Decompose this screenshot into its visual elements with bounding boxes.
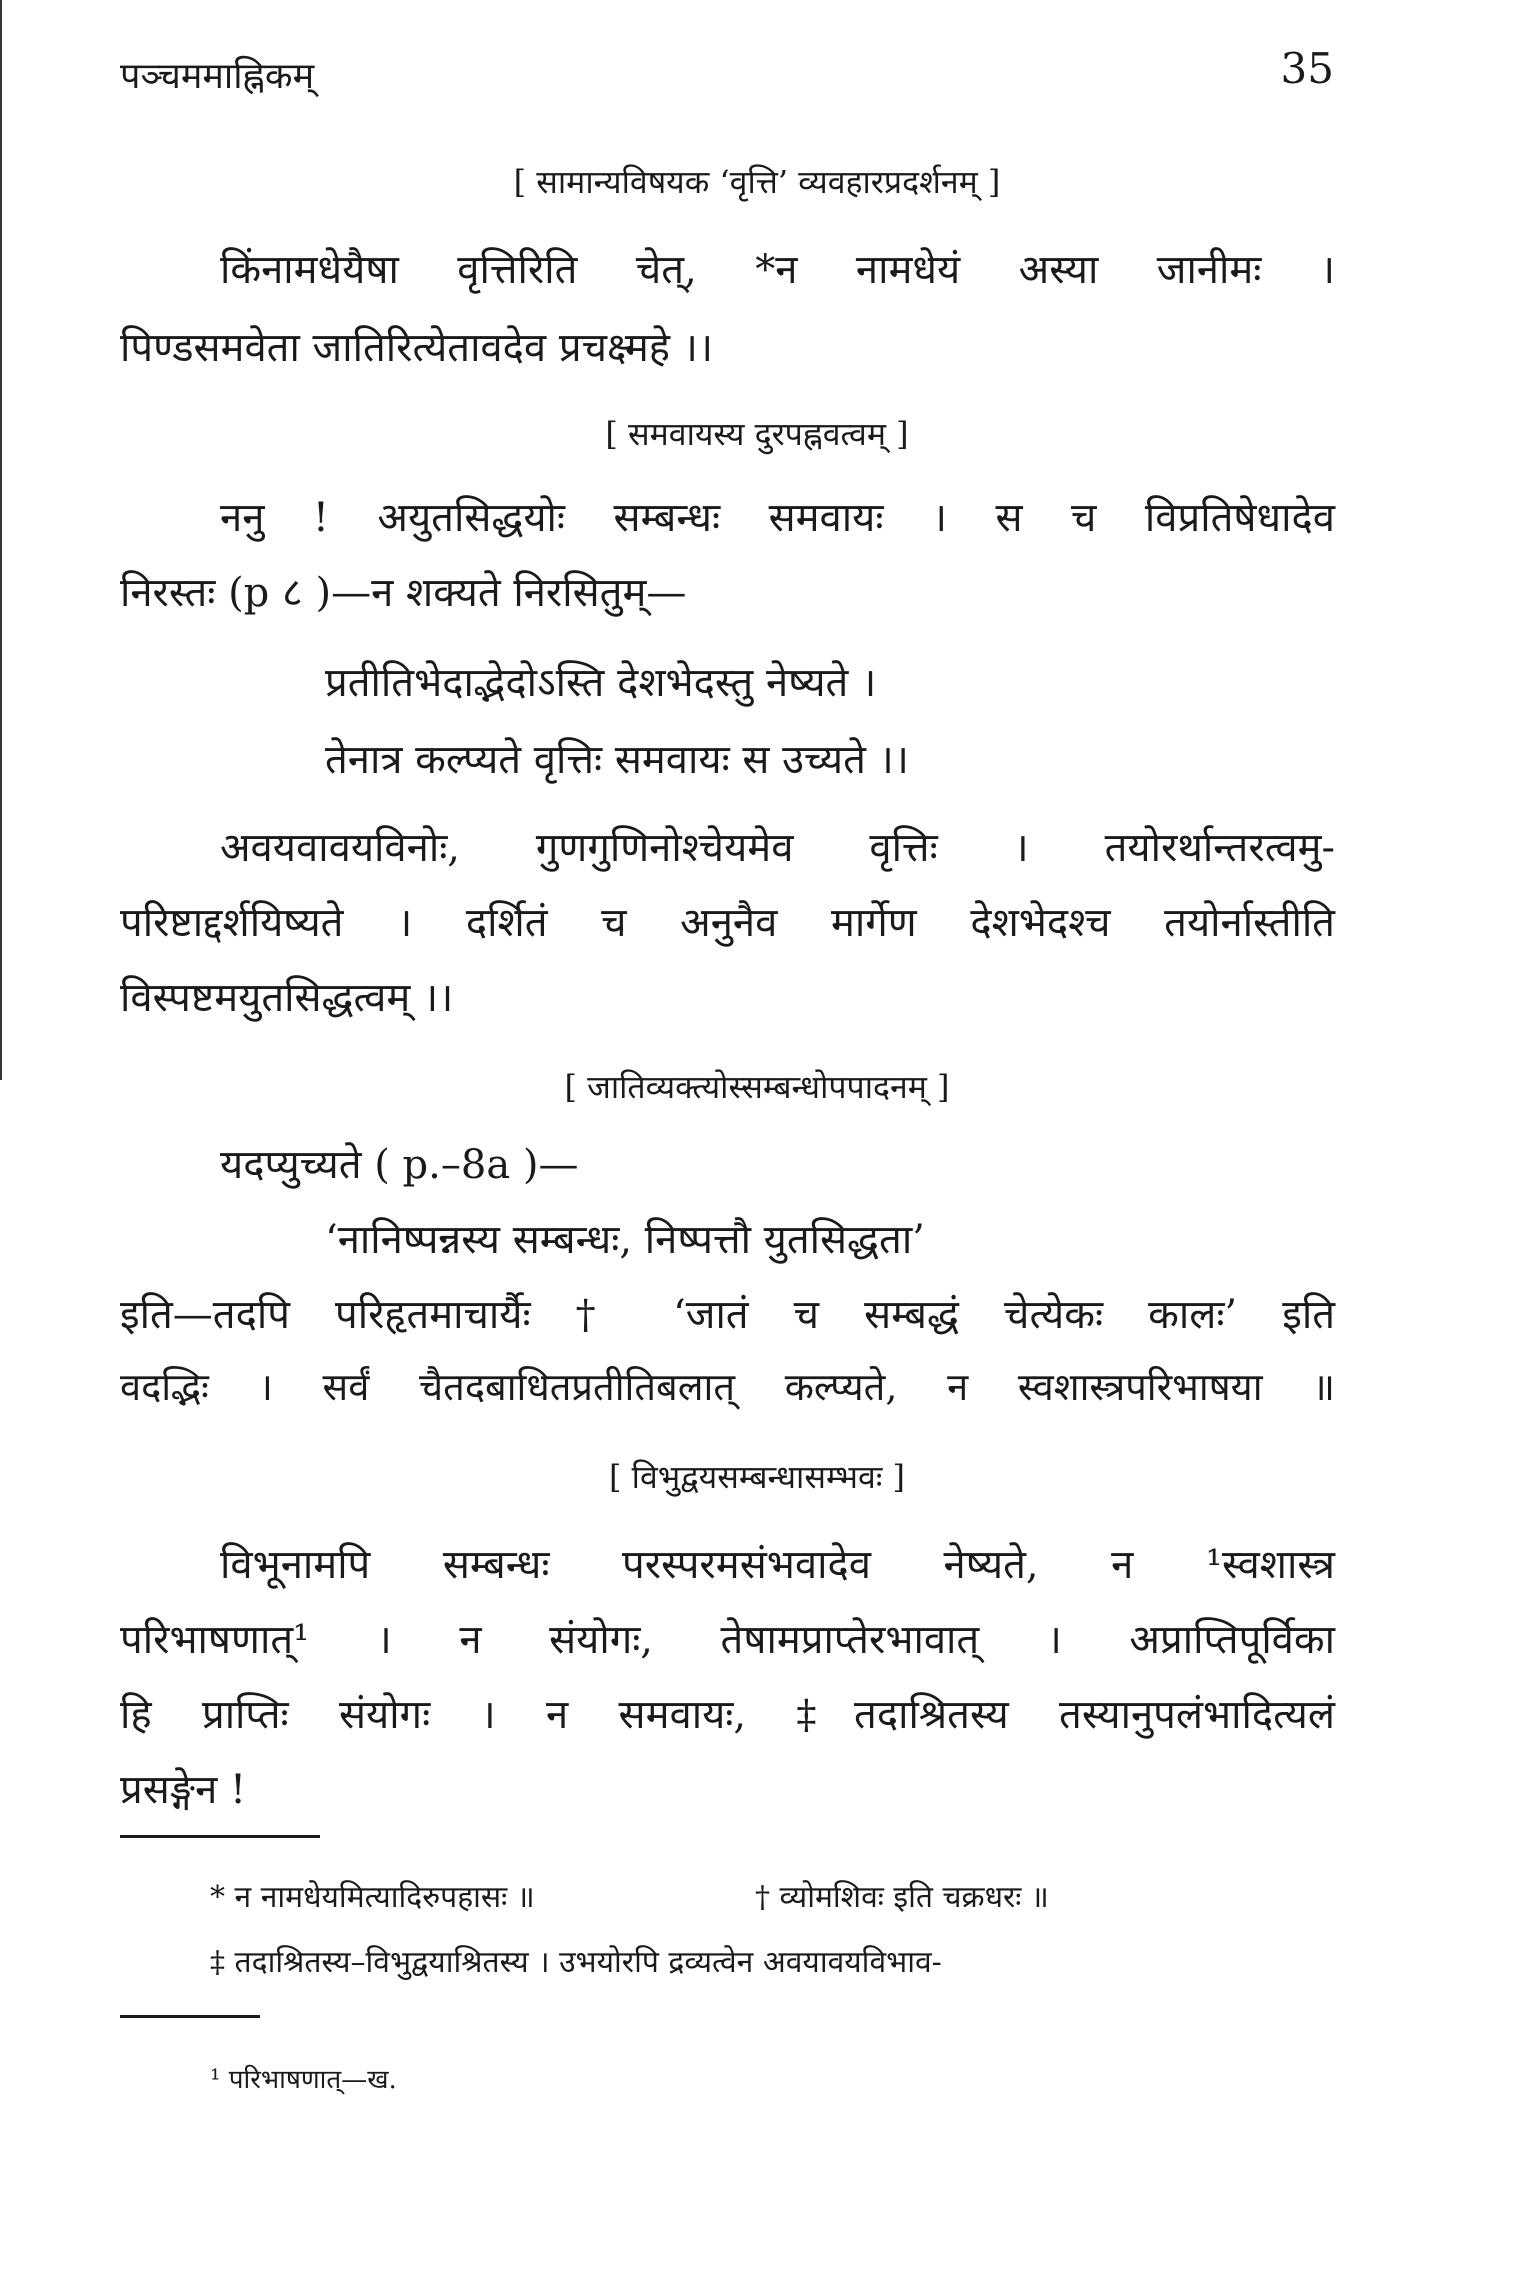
text-line: अवयवावयविनोः, गुणगुणिनोश्चेयमेव वृत्तिः । तयोरर्थान्तरत्वमु-: [220, 825, 1335, 871]
verse-line: तेनात्र कल्प्यते वृत्तिः समवायः स उच्यते ।।: [325, 737, 909, 783]
text-line: निरस्तः (p ८ )—न शक्यते निरसितुम्—: [120, 570, 687, 616]
footnote-rule: [120, 1835, 320, 1838]
verse-line: प्रतीतिभेदाद्भेदोऽस्ति देशभेदस्तु नेष्यते ।: [325, 660, 877, 706]
text-line: विस्पष्टमयुतसिद्धत्वम् ।।: [120, 975, 454, 1021]
page-number: 35: [1280, 44, 1334, 93]
page-header: [120, 44, 1334, 110]
text-line: विभूनामपि सम्बन्धः परस्परमसंभवादेव नेष्यते, न ¹स्वशास्त्र: [220, 1542, 1335, 1588]
running-head: पञ्चममाह्निकम्: [120, 56, 315, 97]
variant-rule: [120, 2015, 260, 2018]
section-heading: [ विभुद्वयसम्बन्धासम्भवः ]: [609, 1458, 905, 1496]
text-line: परिष्टाद्दर्शयिष्यते । दर्शितं च अनुनैव मार्गेण देशभेदश्च तयोर्नास्तीति: [120, 900, 1335, 946]
footnote-ddagger: ‡ तदाश्रितस्य–विभुद्वयाश्रितस्य । उभयोरपि द्रव्यत्वेन अवयावयविभाव-: [210, 1945, 942, 1980]
section-heading: [ सामान्यविषयक ‘वृत्ति’ व्यवहारप्रदर्शनम् ]: [513, 163, 1001, 201]
footnote-star: * न नामधेयमित्यादिरुपहासः ॥: [210, 1880, 535, 1915]
footnote-dagger: † व्योमशिवः इति चक्रधरः ॥: [755, 1880, 1049, 1915]
text-line: ननु ! अयुतसिद्धयोः सम्बन्धः समवायः । स च विप्रतिषेधादेव: [220, 495, 1335, 541]
verse-line: ‘नानिष्पन्नस्य सम्बन्धः, निष्पत्तौ युतसिद्धता’: [325, 1217, 925, 1263]
section-heading: [ जातिव्यक्त्योस्सम्बन्धोपपादनम् ]: [564, 1068, 950, 1106]
text-line: पिण्डसमवेता जातिरित्येतावदेव प्रचक्ष्महे ।।: [120, 325, 714, 371]
text-line: प्रसङ्गेन !: [120, 1767, 247, 1813]
text-line: परिभाषणात्¹ । न संयोगः, तेषामप्राप्तेरभावात् । अप्राप्तिपूर्विका: [120, 1617, 1335, 1663]
text-line: किंनामधेयैषा वृत्तिरिति चेत्, *न नामधेयं अस्या जानीमः ।: [220, 247, 1335, 293]
text-line: वदद्भिः । सर्वं चैतदबाधितप्रतीतिबलात् कल्प्यते, न स्वशास्त्रपरिभाषया ॥: [120, 1365, 1335, 1409]
text-line: हि प्राप्तिः संयोगः । न समवायः, ‡तदाश्रितस्य तस्यानुपलंभादित्यलं: [120, 1692, 1335, 1738]
variant-note: ¹ परिभाषणात्—ख.: [210, 2065, 397, 2095]
text-line: इति—तदपि परिहृतमाचार्यैः † ‘जातं च सम्बद्धं चेत्येकः कालः’ इति: [120, 1292, 1335, 1338]
section-heading: [ समवायस्य दुरपह्नवत्वम् ]: [605, 415, 909, 453]
text-line: यदप्युच्यते ( p.–8a )—: [220, 1142, 579, 1188]
